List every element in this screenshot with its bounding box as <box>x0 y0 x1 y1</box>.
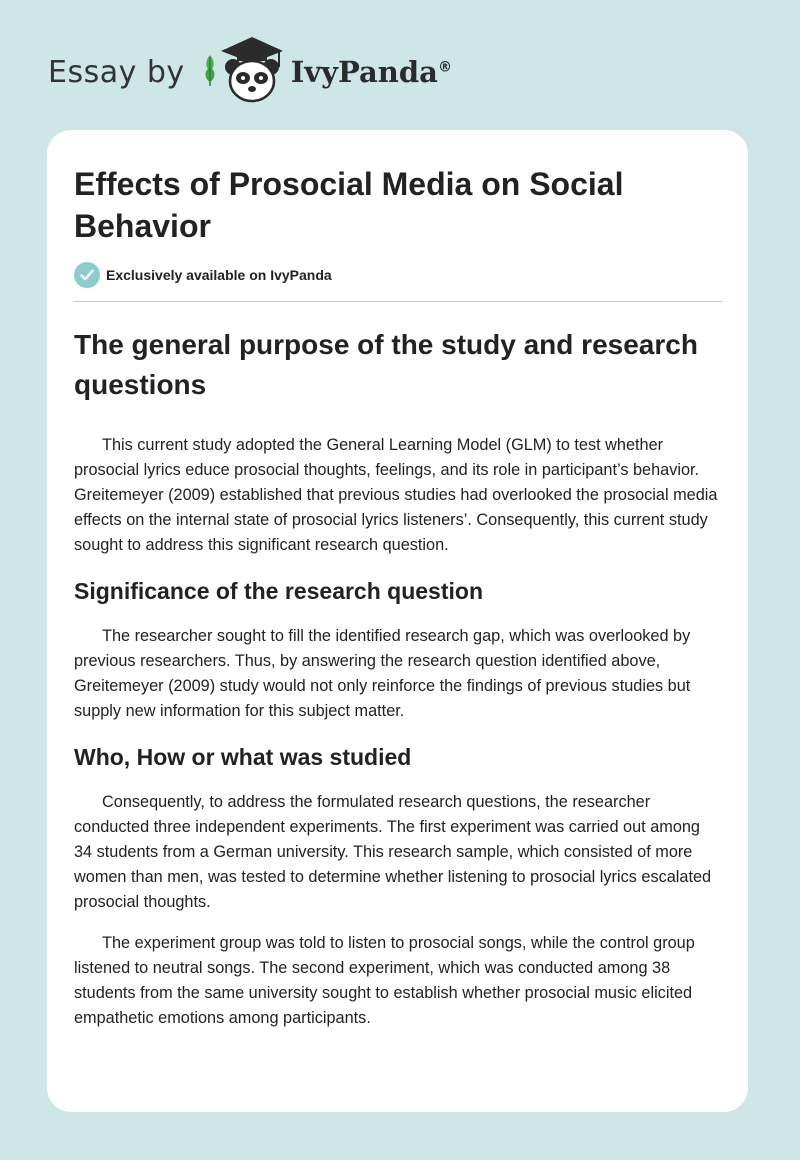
paragraph: The researcher sought to fill the identified research gap, which was overlooked by previous researchers. Thus, by answering the research question identified above, Greitemeyer (2009) study would not only reinforce the findings of previous studies but supply new information for this subject matter. <box>74 627 691 720</box>
essay-card <box>47 130 748 1112</box>
page-title: Effects of Prosocial Media on Social Behavior <box>74 166 624 244</box>
ivy-leaf-icon <box>201 53 219 92</box>
paragraph: Consequently, to address the formulated research questions, the researcher conducted three independent experiments. The first experiment was carried out among 34 students from a German university. This research sample, which consisted of more women than men, was tested to determine whether listening to prosocial lyrics escalated prosocial thoughts. <box>74 793 712 911</box>
ivypanda-logo-link[interactable] <box>201 35 452 110</box>
panda-graduate-icon <box>219 35 285 110</box>
paragraph: This current study adopted the General Learning Model (GLM) to test whether prosocial lyrics educe prosocial thoughts, feelings, and its role in participant’s behavior. Greitemeyer (2009) established that previous studies had overlooked the prosocial media effects on the internal state of prosocial lyrics listeners’. Consequently, this current study sought to address this significant research question. <box>74 436 718 554</box>
check-circle-icon <box>74 262 100 288</box>
paragraph: The experiment group was told to listen to prosocial songs, while the control group listened to neutral songs. The second experiment, which was conducted among 38 students from the same university sought to establish whether prosocial music elicited empathetic emotions among participants. <box>74 934 695 1027</box>
section-heading: The general purpose of the study and research questions <box>74 329 698 400</box>
divider <box>74 301 722 302</box>
subheading-who-how-what: Who, How or what was studied <box>74 744 412 770</box>
site-header <box>48 36 452 108</box>
subheading-significance: Significance of the research question <box>74 578 483 604</box>
exclusive-badge <box>74 262 722 288</box>
essay-by-label: Essay by <box>48 54 185 90</box>
exclusive-label: Exclusively available on IvyPanda <box>106 267 332 283</box>
brand-name: IvyPanda® <box>290 55 452 89</box>
